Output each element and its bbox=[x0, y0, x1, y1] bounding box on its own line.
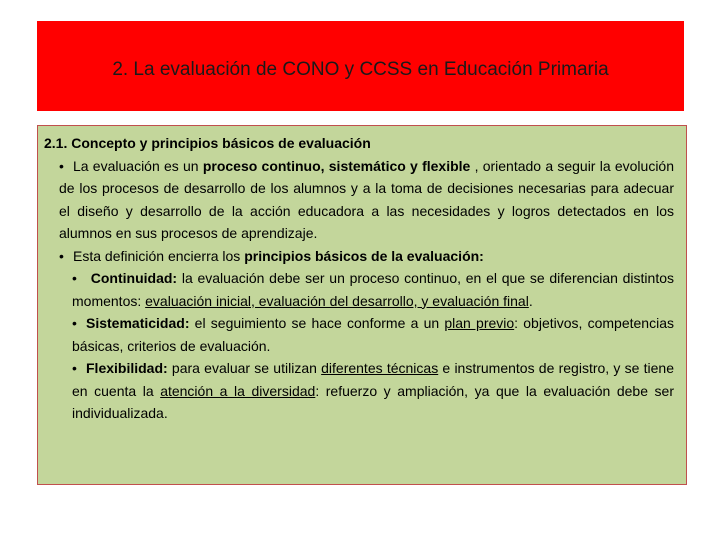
underlined-run: diferentes técnicas bbox=[321, 360, 439, 376]
text-run: el seguimiento se hace conforme a un bbox=[189, 315, 445, 331]
title-banner bbox=[37, 21, 684, 111]
text-run: la evaluación debe ser un proceso continuo, en el que se diferencian distintos momentos: bbox=[72, 270, 675, 309]
bullet-icon: • bbox=[59, 157, 64, 174]
text-run: e instrumentos de registro, y se tiene en cuenta la bbox=[72, 360, 674, 399]
bullet-icon: • bbox=[72, 315, 77, 331]
text-run: Esta definición encierra los bbox=[73, 247, 245, 264]
underlined-run: atención a la diversidad bbox=[160, 382, 316, 399]
text-run: para evaluar se utilizan bbox=[167, 360, 322, 376]
sub-bullet-continuidad bbox=[44, 267, 674, 312]
text-run: : objetivos, competencias básicas, criterios de evaluación. bbox=[72, 315, 674, 354]
text-run: . bbox=[528, 292, 533, 309]
underlined-run: plan previo bbox=[444, 315, 515, 331]
sub-bullet-flexibilidad bbox=[44, 357, 674, 425]
text-run: , orientado a seguir la evolución de los procesos de desarrollo de los alumnos y a la toma de decisiones necesarias para adecuar el diseño y desarrollo de la acción educadora a las necesidades y logros detectados en los alumnos en sus procesos de aprendizaje. bbox=[59, 157, 675, 241]
bold-run: proceso continuo, sistemático y flexible bbox=[202, 157, 471, 174]
bold-run: Sistematicidad: bbox=[86, 315, 190, 331]
text-run: La evaluación es un bbox=[73, 157, 203, 174]
bullet-definition bbox=[44, 155, 674, 245]
bold-run: Continuidad: bbox=[90, 270, 178, 286]
bold-run: principios básicos de la evaluación: bbox=[244, 247, 484, 264]
section-heading: 2.1. Concepto y principios básicos de evaluación bbox=[44, 135, 371, 151]
bullet-icon: • bbox=[59, 247, 64, 264]
text-run: : refuerzo y ampliación, ya que la evaluación debe ser individualizada. bbox=[72, 382, 674, 421]
content-panel bbox=[37, 125, 687, 485]
sub-bullet-sistematicidad bbox=[44, 312, 674, 357]
bold-run: Flexibilidad: bbox=[86, 360, 168, 376]
underlined-run: evaluación inicial, evaluación del desarrollo, y evaluación final bbox=[145, 292, 529, 309]
slide-title: 2. La evaluación de CONO y CCSS en Educación Primaria bbox=[112, 59, 609, 80]
bullet-icon: • bbox=[72, 270, 77, 286]
bullet-principles bbox=[44, 245, 674, 268]
bullet-icon: • bbox=[72, 360, 77, 376]
